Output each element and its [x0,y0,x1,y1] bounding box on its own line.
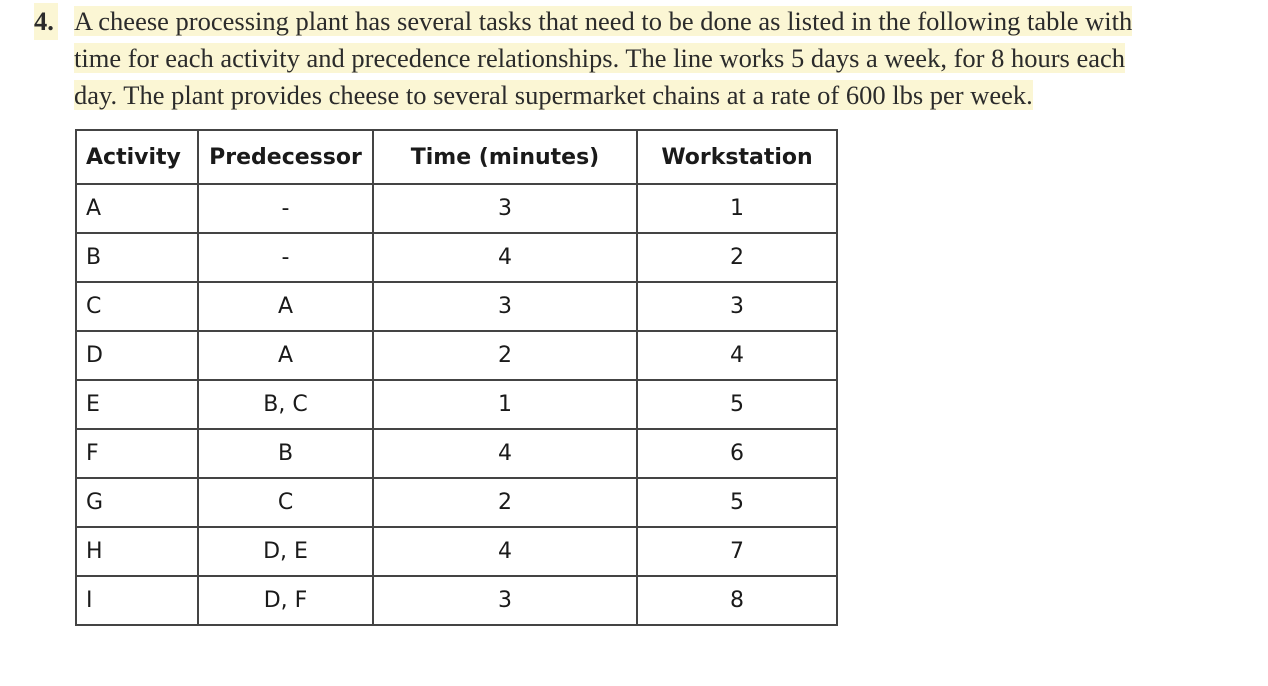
header-time: Time (minutes) [373,130,637,184]
cell-workstation: 2 [637,233,837,282]
header-predecessor: Predecessor [198,130,373,184]
cell-time: 3 [373,184,637,233]
cell-predecessor: A [198,282,373,331]
cell-activity: B [76,233,198,282]
cell-activity: C [76,282,198,331]
cell-time: 4 [373,527,637,576]
cell-activity: F [76,429,198,478]
activity-table [75,129,838,626]
question-line [74,40,1254,77]
cell-activity: H [76,527,198,576]
question-line-text: time for each activity and precedence relationships. The line works 5 days a week, for 8 hours each [74,43,1126,73]
table-row [76,527,837,576]
question-line-text: A cheese processing plant has several tasks that need to be done as listed in the following table with [74,6,1133,36]
cell-time: 3 [373,576,637,625]
cell-predecessor: D, E [198,527,373,576]
header-workstation: Workstation [637,130,837,184]
cell-workstation: 5 [637,380,837,429]
table-row [76,331,837,380]
table-row [76,233,837,282]
table-row [76,576,837,625]
table-header-row [76,130,837,184]
cell-workstation: 7 [637,527,837,576]
cell-predecessor: - [198,184,373,233]
question-line [74,77,1254,114]
table-row [76,478,837,527]
table-row [76,282,837,331]
table-row [76,380,837,429]
cell-workstation: 3 [637,282,837,331]
cell-predecessor: A [198,331,373,380]
cell-time: 2 [373,478,637,527]
cell-time: 4 [373,233,637,282]
cell-workstation: 5 [637,478,837,527]
cell-workstation: 4 [637,331,837,380]
table-row [76,184,837,233]
cell-time: 3 [373,282,637,331]
cell-time: 2 [373,331,637,380]
cell-time: 4 [373,429,637,478]
question-text [74,3,1254,114]
cell-predecessor: - [198,233,373,282]
cell-predecessor: D, F [198,576,373,625]
cell-workstation: 1 [637,184,837,233]
cell-predecessor: B, C [198,380,373,429]
header-activity: Activity [76,130,198,184]
cell-predecessor: B [198,429,373,478]
cell-predecessor: C [198,478,373,527]
cell-activity: E [76,380,198,429]
cell-activity: D [76,331,198,380]
cell-workstation: 8 [637,576,837,625]
question-number: 4. [34,3,58,40]
cell-time: 1 [373,380,637,429]
question-line [74,3,1254,40]
cell-activity: I [76,576,198,625]
question-line-text: day. The plant provides cheese to several supermarket chains at a rate of 600 lbs per week. [74,80,1033,110]
table-row [76,429,837,478]
cell-workstation: 6 [637,429,837,478]
cell-activity: G [76,478,198,527]
cell-activity: A [76,184,198,233]
